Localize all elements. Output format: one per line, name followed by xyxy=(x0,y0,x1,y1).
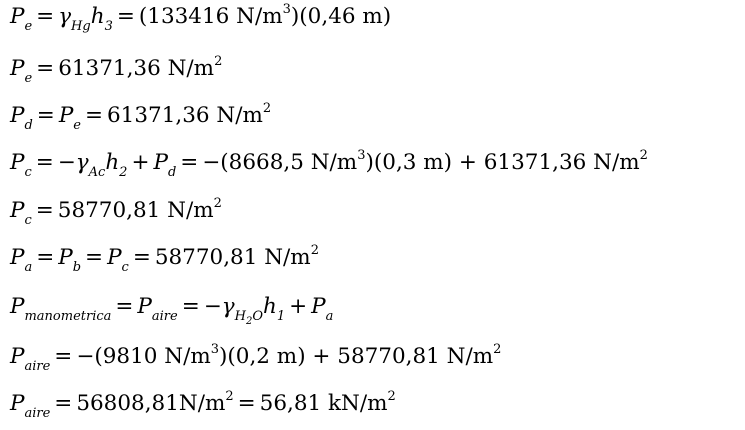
exponent: 3 xyxy=(210,342,219,357)
value-text: −(8668,5 N/m xyxy=(202,150,358,175)
exponent: 2 xyxy=(213,196,222,211)
height-subscript: 1 xyxy=(276,309,286,324)
exponent: 2 xyxy=(262,101,272,116)
pressure-symbol: P xyxy=(153,150,168,175)
pressure-subscript: aire xyxy=(24,406,51,421)
pressure-subscript: e xyxy=(24,19,33,34)
equation-8 xyxy=(10,342,501,374)
equation-3 xyxy=(10,101,271,133)
value-text: 58770,81 N/m xyxy=(57,198,214,223)
height-subscript: 3 xyxy=(104,19,113,34)
equals-sign: = xyxy=(180,150,199,175)
equals-sign: = xyxy=(54,391,73,416)
equation-9 xyxy=(10,389,396,421)
equals-sign: = xyxy=(36,4,55,29)
value-text: )(0,2 m) + 58770,81 N/m xyxy=(219,344,494,369)
pressure-subscript: d xyxy=(24,118,33,133)
height-symbol: h xyxy=(90,4,105,29)
exponent: 2 xyxy=(639,148,648,163)
height-symbol: h xyxy=(263,294,277,319)
equals-sign: = xyxy=(116,4,135,29)
pressure-subscript: a xyxy=(24,260,33,275)
exponent: 2 xyxy=(493,342,502,357)
pressure-subscript: d xyxy=(167,165,177,180)
equation-2 xyxy=(10,54,222,86)
pressure-symbol: P xyxy=(10,294,25,319)
exponent: 2 xyxy=(225,389,234,404)
pressure-symbol: P xyxy=(10,103,25,128)
pressure-subscript: a xyxy=(325,309,334,324)
value-text: )(0,46 m) xyxy=(290,4,392,29)
equation-7 xyxy=(10,292,334,327)
exponent: 2 xyxy=(387,389,396,404)
pressure-symbol: P xyxy=(137,294,152,319)
pressure-subscript: e xyxy=(24,71,33,86)
equals-sign: = xyxy=(115,294,134,319)
pressure-symbol: P xyxy=(107,245,122,270)
equals-sign: = xyxy=(35,198,54,223)
pressure-symbol: P xyxy=(10,150,25,175)
pressure-subscript: c xyxy=(121,260,129,275)
pressure-subscript: e xyxy=(73,118,81,133)
pressure-symbol: P xyxy=(10,391,25,416)
value-text: 56,81 kN/m xyxy=(259,391,388,416)
exponent: 3 xyxy=(357,148,366,163)
gamma-symbol: γ xyxy=(58,4,72,29)
value-text: 58770,81 N/m xyxy=(154,245,311,270)
pressure-subscript: aire xyxy=(24,359,51,374)
plus-sign: + xyxy=(131,150,150,175)
gamma-sub-subscript: 2 xyxy=(245,316,253,327)
gamma-symbol: −γ xyxy=(203,294,235,319)
plus-sign: + xyxy=(289,294,308,319)
pressure-symbol: P xyxy=(10,245,25,270)
equals-sign: = xyxy=(132,245,151,270)
value-text: )(0,3 m) + 61371,36 N/m xyxy=(365,150,640,175)
pressure-subscript: aire xyxy=(151,309,178,324)
pressure-symbol: P xyxy=(10,198,25,223)
equals-sign: = xyxy=(35,150,54,175)
exponent: 2 xyxy=(310,243,319,258)
pressure-symbol: P xyxy=(58,103,74,128)
pressure-symbol: P xyxy=(58,245,73,270)
height-symbol: h xyxy=(105,150,120,175)
height-subscript: 2 xyxy=(119,165,128,180)
value-text: (133416 N/m xyxy=(138,4,283,29)
pressure-symbol: P xyxy=(311,294,326,319)
gamma-subscript: Hg xyxy=(71,19,91,34)
pressure-symbol: P xyxy=(10,56,25,81)
pressure-symbol: P xyxy=(10,4,25,29)
gamma-subscript-tail: O xyxy=(252,309,263,324)
exponent: 3 xyxy=(282,2,291,17)
gamma-symbol: −γ xyxy=(57,150,89,175)
equals-sign: = xyxy=(85,245,104,270)
equals-sign: = xyxy=(36,56,55,81)
gamma-subscript: H xyxy=(234,309,246,324)
value-text: 61371,36 N/m xyxy=(58,56,215,81)
equation-4 xyxy=(10,148,648,180)
pressure-subscript: c xyxy=(24,165,32,180)
equals-sign: = xyxy=(36,103,55,128)
gamma-subscript: Ac xyxy=(88,165,106,180)
equals-sign: = xyxy=(84,103,103,128)
equals-sign: = xyxy=(181,294,200,319)
equals-sign: = xyxy=(54,344,73,369)
equation-5 xyxy=(10,196,222,228)
pressure-subscript: b xyxy=(72,260,82,275)
exponent: 2 xyxy=(214,54,223,69)
equals-sign: = xyxy=(36,245,55,270)
pressure-subscript: manometrica xyxy=(24,309,112,324)
value-text: −(9810 N/m xyxy=(76,344,211,369)
equation-1 xyxy=(10,2,391,34)
equation-6 xyxy=(10,243,319,275)
pressure-symbol: P xyxy=(10,344,25,369)
value-text: 61371,36 N/m xyxy=(107,103,263,128)
equals-sign: = xyxy=(237,391,256,416)
pressure-subscript: c xyxy=(24,213,32,228)
value-text: 56808,81N/m xyxy=(76,391,226,416)
